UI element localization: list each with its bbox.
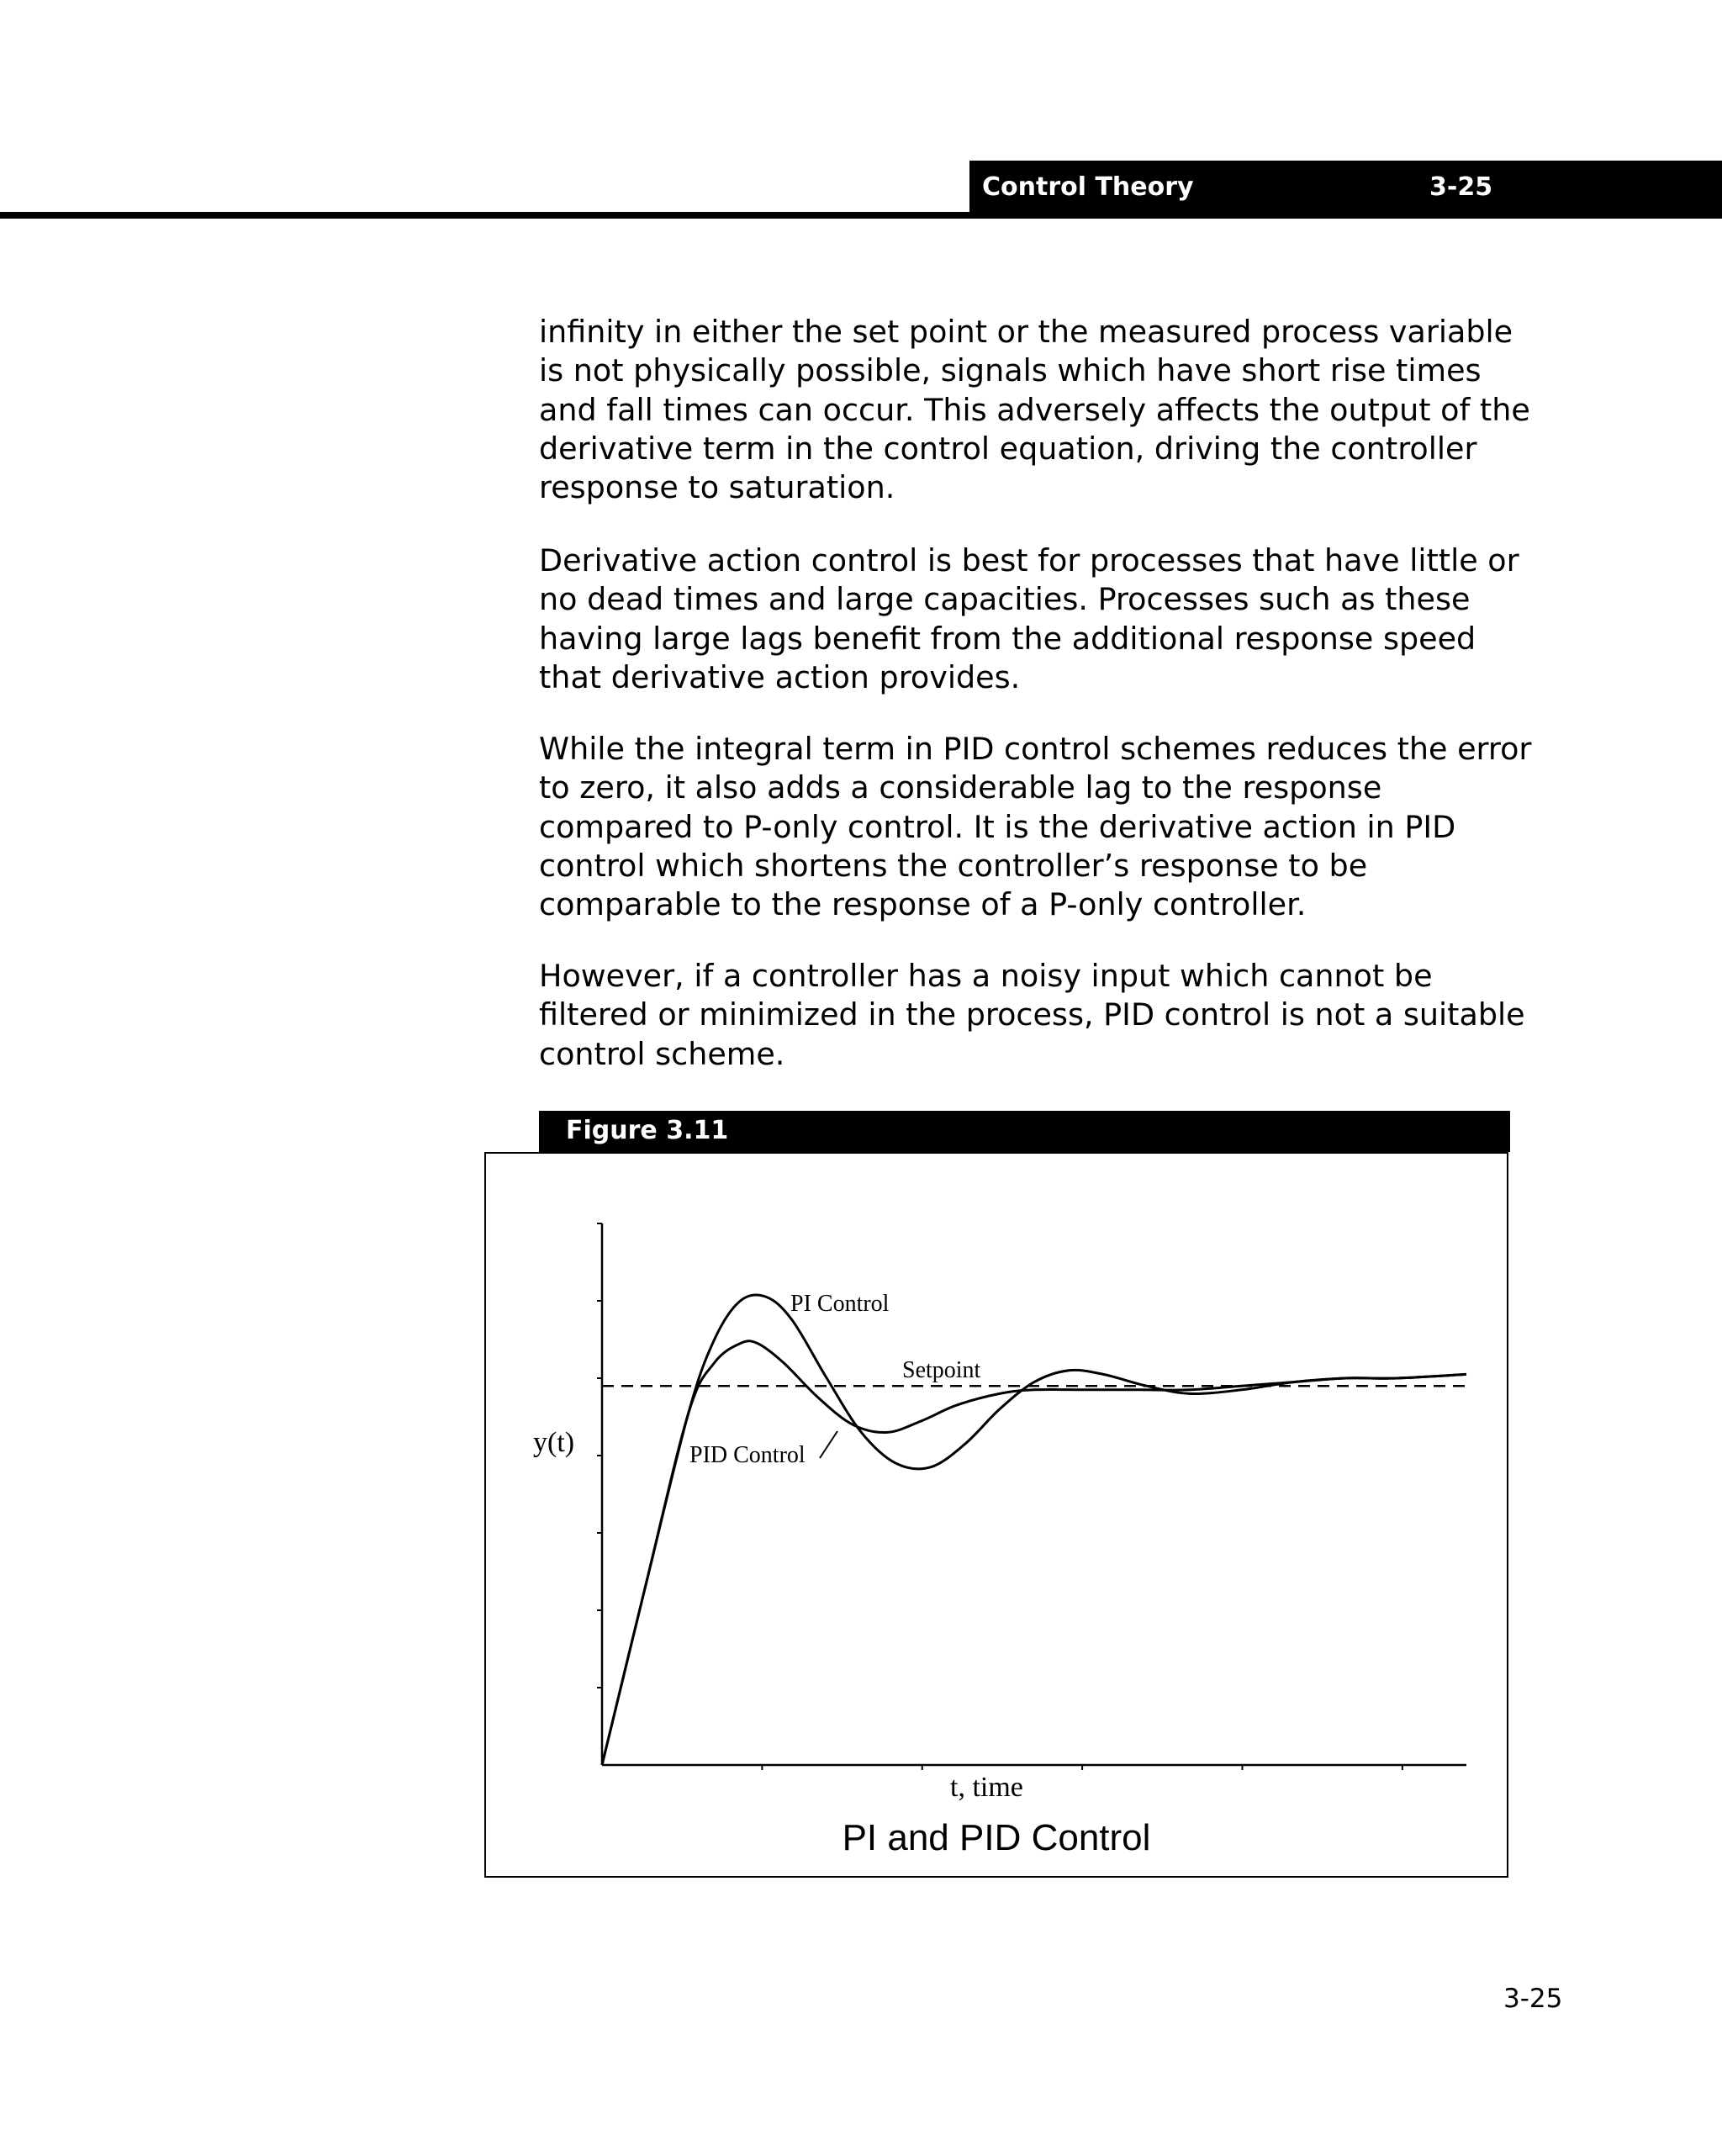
x-axis-label: t, time [950, 1772, 1023, 1803]
pid-control-label: PID Control [689, 1442, 806, 1468]
pid-control-curve [602, 1341, 1466, 1765]
header-page-number: 3-25 [1429, 172, 1493, 202]
text-line: However, if a controller has a noisy input which cannot be [539, 958, 1433, 994]
text-line: Derivative action control is best for processes that have little or [539, 542, 1519, 579]
figure-caption: PI and PID Control [842, 1817, 1151, 1858]
text-line: having large lags benefit from the additional response speed [539, 620, 1476, 657]
figure-label: Figure 3.11 [566, 1116, 729, 1145]
text-line: that derivative action provides. [539, 658, 1021, 695]
text-line: comparable to the response of a P-only controller. [539, 886, 1307, 923]
text-line: control scheme. [539, 1035, 785, 1072]
text-line: While the integral term in PID control schemes reduces the error [539, 731, 1532, 767]
text-line: derivative term in the control equation, driving the controller [539, 430, 1477, 467]
text-line: filtered or minimized in the process, PID control is not a suitable [539, 996, 1525, 1033]
text-line: compared to P-only control. It is the derivative action in PID [539, 808, 1456, 845]
text-line: infinity in either the set point or the measured process variable [539, 314, 1513, 350]
y-axis-label: y(t) [533, 1427, 575, 1458]
setpoint-label: Setpoint [902, 1357, 981, 1383]
pi-control-curve [602, 1295, 1466, 1765]
section-title: Control Theory [982, 172, 1194, 202]
text-line: is not physically possible, signals which have short rise times [539, 352, 1482, 389]
footer-page-number: 3-25 [1503, 1984, 1563, 2014]
pid-label-leader-line [820, 1431, 837, 1458]
text-line: control which shortens the controller’s response to be [539, 847, 1368, 884]
text-line: response to saturation. [539, 469, 895, 506]
text-line: and fall times can occur. This adversely affects the output of the [539, 391, 1530, 428]
pi-control-label: PI Control [790, 1291, 890, 1317]
text-line: no dead times and large capacities. Processes such as these [539, 581, 1471, 618]
text-line: to zero, it also adds a considerable lag to the response [539, 769, 1382, 806]
